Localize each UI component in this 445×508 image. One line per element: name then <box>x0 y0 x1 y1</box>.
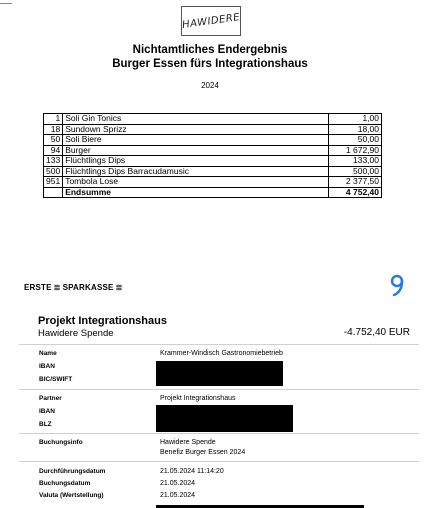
tally-cell-amount: 500,00 <box>329 166 382 177</box>
tally-row <box>44 177 382 188</box>
tally-cell-item: Soli Biere <box>63 135 329 146</box>
corner-mark <box>0 0 12 4</box>
buchungsdatum-label: Buchungsdatum <box>39 480 91 487</box>
name-value: Krammer-Windisch Gastronomiebetrieb <box>160 350 283 357</box>
tally-total-amount: 4 752,40 <box>329 187 382 198</box>
bic-label: BIC/SWIFT <box>39 376 73 383</box>
tally-cell-amount: 133,00 <box>329 156 382 167</box>
tally-cell-amount: 50,00 <box>329 135 382 146</box>
sparkasse-s-icon: ≣ <box>115 283 123 292</box>
divider <box>19 344 419 345</box>
divider <box>19 433 419 434</box>
tally-row <box>44 156 382 167</box>
partner-value: Projekt Integrationshaus <box>160 395 236 402</box>
logo-text: HAWIDERE <box>181 11 241 31</box>
tally-cell-item: Flüchtlings Dips Barracudamusic <box>63 166 329 177</box>
tally-row <box>44 124 382 135</box>
valuta-value: 21.05.2024 <box>160 492 196 499</box>
tally-cell-qty: 18 <box>44 124 63 135</box>
transaction-title: Projekt Integrationshaus <box>38 315 167 327</box>
transaction-amount: -4.752,40 EUR <box>343 327 410 338</box>
tally-cell-amount: 1,00 <box>329 114 382 125</box>
nine-dots-icon[interactable] <box>388 273 410 297</box>
bank-brand <box>24 283 122 292</box>
tally-cell-amount: 18,00 <box>329 124 382 135</box>
tally-row <box>44 135 382 146</box>
tally-cell-qty: 50 <box>44 135 63 146</box>
redacted-iban-bic <box>156 361 283 386</box>
tally-cell-amount: 2 377,50 <box>329 177 382 188</box>
name-label: Name <box>39 350 57 357</box>
partner-label: Partner <box>39 395 62 402</box>
tally-cell-qty: 951 <box>44 177 63 188</box>
blz-label: BLZ <box>39 421 52 428</box>
valuta-label: Valuta (Wertstellung) <box>39 492 104 499</box>
iban-label: IBAN <box>39 363 55 370</box>
tally-row <box>44 166 382 177</box>
buchungsinfo-line2: Benefiz Burger Essen 2024 <box>160 449 246 456</box>
durchfuehrungsdatum-label: Durchführungsdatum <box>39 468 106 475</box>
tally-cell-qty: 133 <box>44 156 63 167</box>
tally-cell-qty: 500 <box>44 166 63 177</box>
tally-row <box>44 114 382 125</box>
tally-cell-item: Sundown Sprizz <box>63 124 329 135</box>
divider <box>19 389 419 390</box>
partner-iban-label: IBAN <box>39 408 55 415</box>
tally-cell-amount: 1 672,90 <box>329 145 382 156</box>
page-subtitle: Burger Essen fürs Integrationshaus <box>112 58 308 70</box>
page-title: Nichtamtliches Endergebnis <box>132 44 288 56</box>
tally-total-row <box>44 187 382 198</box>
tally-cell-item: Tombola Lose <box>63 177 329 188</box>
buchungsdatum-value: 21.05.2024 <box>160 480 196 487</box>
tally-body <box>44 114 382 198</box>
year-label: 2024 <box>201 81 219 90</box>
bank-brand-erste: ERSTE <box>24 283 52 292</box>
tally-total-empty <box>44 187 63 198</box>
redacted-partner-iban-blz <box>156 405 293 432</box>
tally-cell-qty: 1 <box>44 114 63 125</box>
buchungsinfo-line1: Hawidere Spende <box>160 439 216 446</box>
tally-cell-qty: 94 <box>44 145 63 156</box>
buchungsinfo-label: Buchungsinfo <box>39 439 83 446</box>
hawidere-logo <box>181 6 241 36</box>
transaction-subtitle: Hawidere Spende <box>38 328 114 339</box>
tally-total-label: Endsumme <box>63 187 329 198</box>
bank-brand-sparkasse: SPARKASSE <box>62 283 114 292</box>
sparkasse-s-icon: ≣ <box>53 283 61 292</box>
tally-cell-item: Flüchtlings Dips <box>63 156 329 167</box>
divider <box>19 461 419 462</box>
tally-table <box>43 113 382 198</box>
tally-row <box>44 145 382 156</box>
tally-cell-item: Soli Gin Tonics <box>63 114 329 125</box>
durchfuehrungsdatum-value: 21.05.2024 11:14:20 <box>160 468 224 475</box>
tally-cell-item: Burger <box>63 145 329 156</box>
